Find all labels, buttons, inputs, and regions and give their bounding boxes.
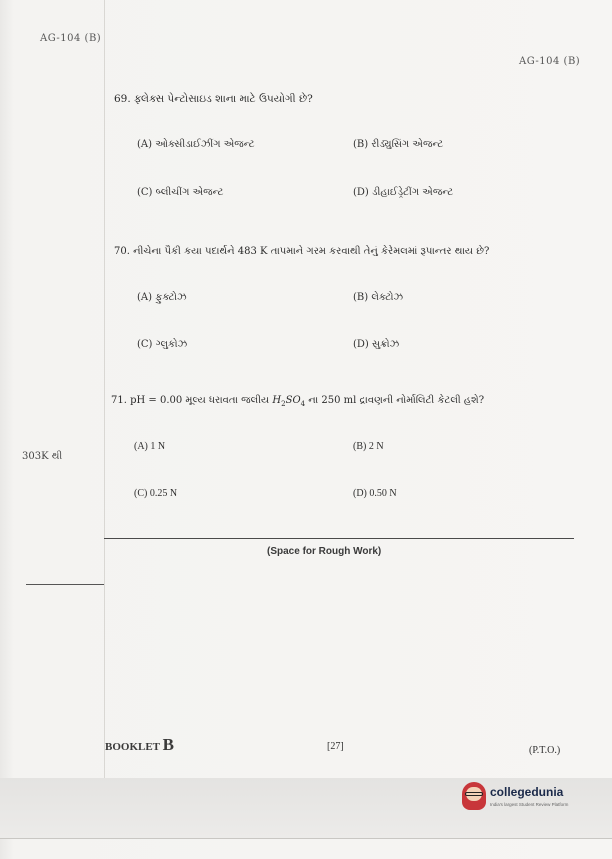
option-label: (D) [353, 187, 369, 198]
option-text: ડીહાઈડ્રેટીંગ એજન્ટ [372, 187, 454, 198]
booklet-letter: B [162, 735, 174, 754]
question-text: ફ્લેક્સ પેન્ટોસાઇડ શાના માટે ઉપયોગી છે? [134, 93, 313, 105]
option-label: (A) [134, 441, 148, 452]
option-b [353, 139, 443, 150]
option-text: 1 N [150, 441, 166, 452]
question-number: 69. [114, 93, 131, 105]
option-text: ફુક્ટોઝ [155, 292, 187, 303]
question-text-suffix: ના 250 ml દ્રાવણની નોર્માલિટી કેટલી હશે? [305, 395, 485, 406]
option-text: રીડ્યુસિંગ એજન્ટ [371, 139, 444, 150]
booklet-text: BOOKLET [105, 741, 160, 753]
option-label: (A) [137, 292, 153, 303]
option-c [134, 488, 177, 499]
formula-sub-2: 2 [281, 400, 286, 408]
option-d [353, 488, 397, 499]
option-a [137, 139, 255, 150]
mascot-icon [462, 782, 486, 810]
header-right-code: AG-104 (B) [519, 56, 581, 67]
collegedunia-logo [462, 782, 572, 816]
option-label: (D) [353, 339, 369, 350]
option-b [353, 292, 403, 303]
option-label: (C) [137, 339, 153, 350]
option-b [353, 441, 384, 452]
option-text: ઓક્સીડાઈઝીંગ એજન્ટ [155, 139, 255, 150]
formula-h: H [272, 395, 282, 406]
option-d [353, 187, 453, 198]
option-label: (B) [353, 292, 369, 303]
header-left-code: AG-104 (B) [40, 33, 102, 44]
option-label: (B) [353, 441, 367, 452]
booklet-label [105, 735, 174, 755]
left-divider-line [26, 584, 104, 585]
option-a [134, 441, 165, 452]
margin-note: 303K થી [22, 451, 63, 462]
option-text: ગ્લુકોઝ [155, 339, 188, 350]
option-label: (C) [134, 488, 148, 499]
option-text: સુક્રોઝ [372, 339, 400, 350]
option-label: (D) [353, 488, 367, 499]
logo-tagline: India's largest Student Review Platform [490, 802, 569, 807]
question-number: 71. [111, 395, 127, 406]
question-number: 70. [114, 246, 130, 257]
option-d [353, 339, 399, 350]
option-label: (A) [137, 139, 153, 150]
option-text: 0.25 N [149, 488, 178, 499]
option-c [137, 187, 223, 198]
divider-line [104, 538, 574, 539]
rough-work-label: (Space for Rough Work) [267, 546, 382, 557]
pto-label: (P.T.O.) [529, 745, 561, 756]
bottom-rule [0, 838, 612, 839]
option-label: (B) [353, 139, 369, 150]
option-text: 2 N [368, 441, 384, 452]
option-c [137, 339, 187, 350]
logo-name: collegedunia [490, 785, 564, 799]
question-text: નીચેના પૈકી કયા પદાર્થને 483 K તાપમાને ગરમ કરવાથી તેનું કેરેમલમાં રૂપાન્તર થાય છે? [133, 246, 490, 257]
previous-page-strip [0, 0, 105, 780]
page-number: [27] [327, 741, 344, 752]
option-text: લેક્ટોઝ [371, 292, 404, 303]
option-text: 0.50 N [369, 488, 397, 499]
formula-sub-4: 4 [300, 400, 306, 408]
option-text: બ્લીચીંગ એજન્ટ [155, 187, 224, 198]
option-label: (C) [137, 187, 153, 198]
formula-so: SO [285, 395, 301, 406]
option-a [137, 292, 187, 303]
question-text-prefix: pH = 0.00 મૂલ્ય ધરાવતા જલીય [130, 395, 273, 406]
